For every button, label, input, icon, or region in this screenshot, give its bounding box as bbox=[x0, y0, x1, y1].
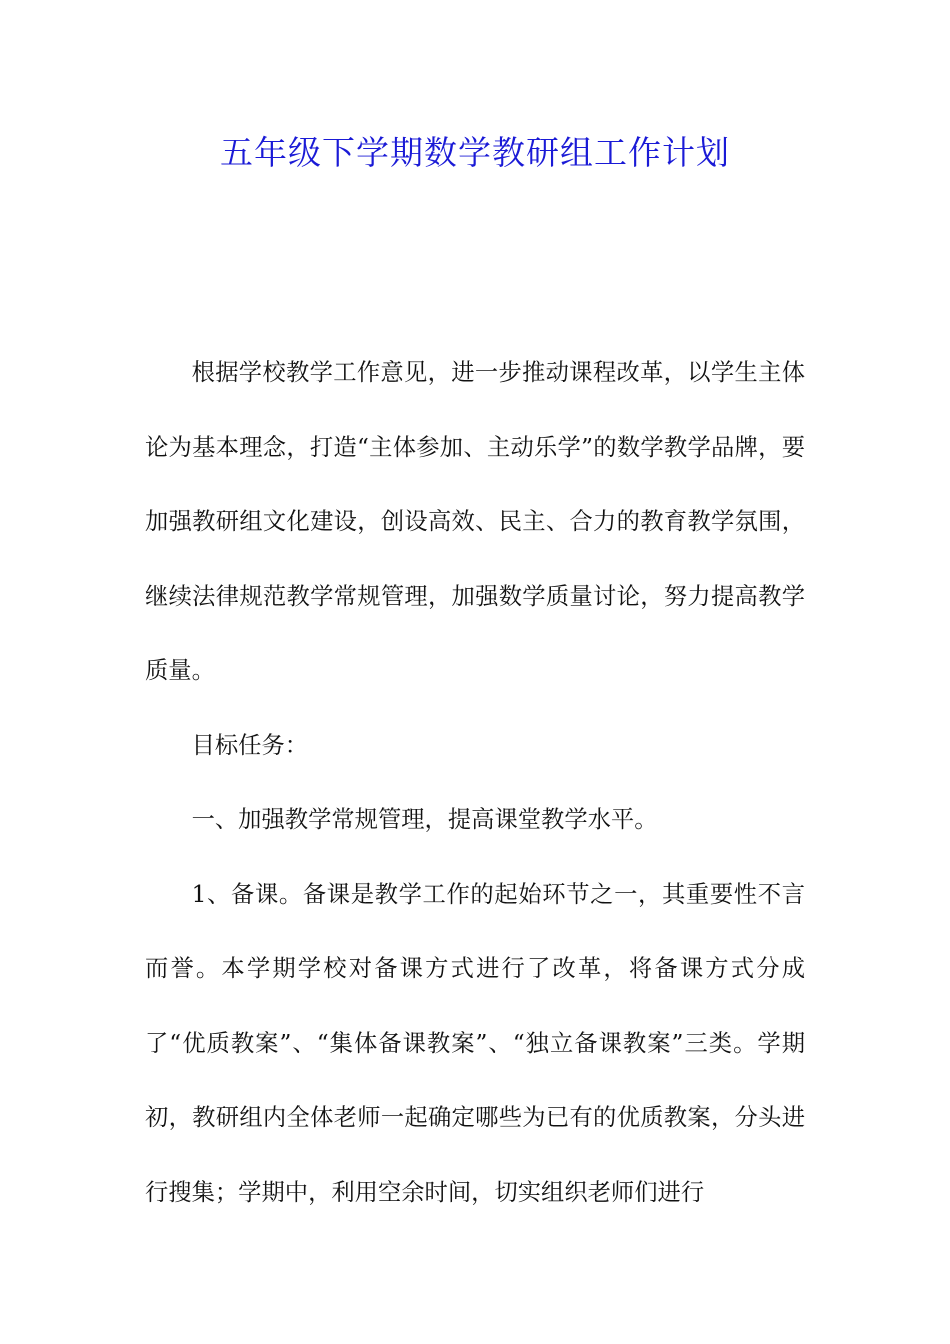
paragraph-section-one: 一、加强教学常规管理，提高课堂教学水平。 bbox=[191, 806, 658, 833]
document-body bbox=[145, 336, 805, 1230]
paragraph-lesson-prep: 1、备课。备课是教学工作的起始环节之一，其重要性不言而誉。本学期学校对备课方式进行了改革，将备课方式分成了“优质教案”、“集体备课教案”、“独立备课教案”三类。学期初，教研组内全体老师一起确定哪些为已有的优质教案，分头进行搜集；学期中，利用空余时间，切实组织老师们进行 bbox=[145, 880, 805, 1206]
paragraph-goals-heading: 目标任务： bbox=[191, 731, 309, 759]
paragraph-intro: 根据学校教学工作意见，进一步推动课程改革，以学生主体论为基本理念，打造“主体参加、主动乐学”的数学教学品牌，要加强教研组文化建设，创设高效、民主、合力的教育教学氛围，继续法律规范教学常规管理，加强数学质量讨论，努力提高教学质量。 bbox=[145, 359, 805, 684]
document-title: 五年级下学期数学教研组工作计划 bbox=[220, 133, 730, 172]
